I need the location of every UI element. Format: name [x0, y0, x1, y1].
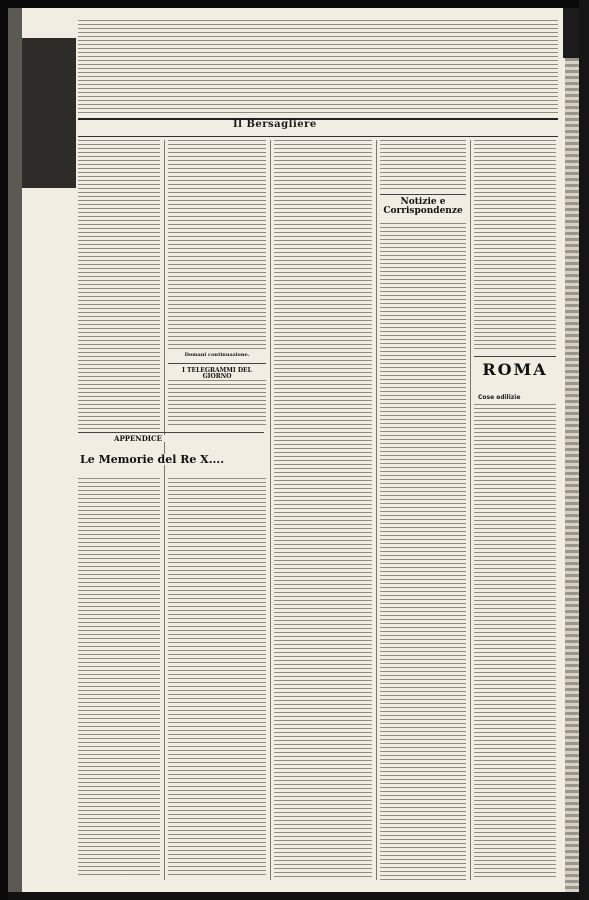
- telegrammi-rule: [168, 363, 266, 364]
- notizie-rule: [380, 194, 466, 195]
- edge-strip: [565, 58, 579, 892]
- roma-rule: [474, 356, 556, 357]
- appendice-rule-top: [78, 432, 264, 433]
- column-rule-4: [470, 140, 471, 880]
- binding-left: [0, 0, 8, 900]
- column-1: [78, 140, 160, 430]
- binding-right: [579, 0, 589, 900]
- cose-edilizie-label: Cose edilizie: [478, 394, 521, 401]
- binding-top: [0, 0, 589, 8]
- column-4-top: [380, 140, 466, 190]
- column-4: [380, 223, 466, 880]
- notizie-heading: Notizie e Corrispondenze: [380, 198, 466, 216]
- column-2-lower: [168, 478, 266, 878]
- telegrammi-text: [168, 380, 266, 428]
- memorie-title: Le Memorie del Re X....: [80, 454, 230, 465]
- domani-line: Domani continuazione.: [170, 353, 264, 358]
- column-1-lower: [78, 478, 160, 878]
- top-text-block: [78, 20, 558, 114]
- column-5-top: [474, 140, 556, 350]
- column-rule-2: [270, 140, 271, 880]
- telegrammi-heading: I TELEGRAMMI DEL GIORNO: [168, 368, 266, 380]
- appendice-heading: APPENDICE: [103, 435, 173, 442]
- newspaper-page: [8, 8, 579, 892]
- column-5: [474, 404, 556, 880]
- column-3: [274, 140, 372, 880]
- header-rule: [78, 118, 558, 137]
- edge-strip-top: [563, 8, 579, 58]
- masthead: Il Bersagliere: [233, 119, 317, 130]
- roma-heading: ROMA: [474, 362, 556, 378]
- dark-tab: [22, 38, 76, 188]
- gutter-strip: [8, 8, 22, 892]
- column-rule-1: [164, 140, 165, 880]
- column-2: [168, 140, 266, 350]
- column-rule-3: [376, 140, 377, 880]
